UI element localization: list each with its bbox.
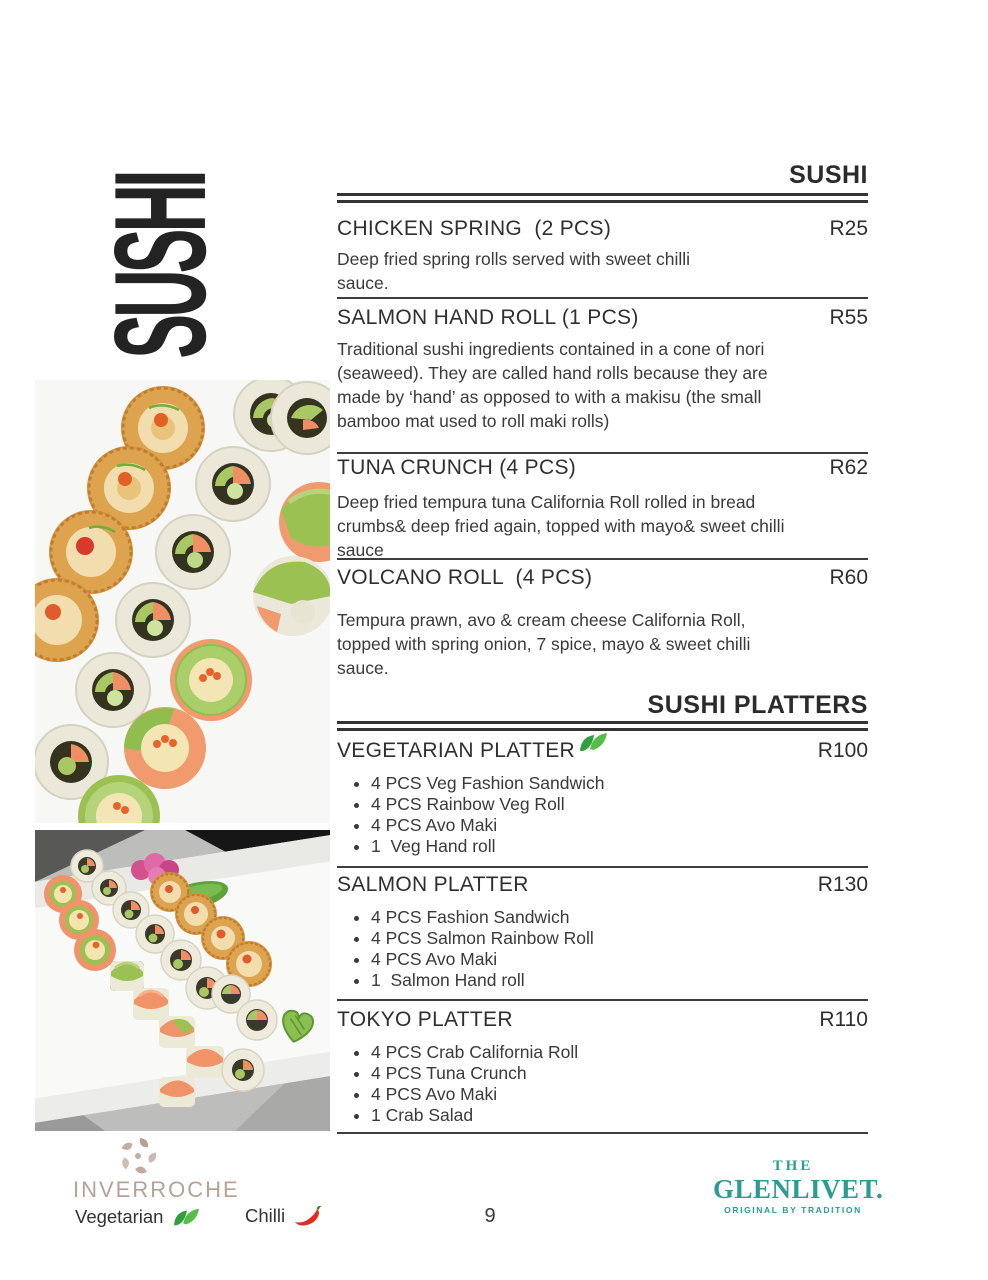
menu-item-tokyo-platter bbox=[337, 1007, 868, 1126]
sushi-photo-top-illustration bbox=[35, 380, 330, 823]
leaf-icon bbox=[577, 729, 609, 755]
item-bullets bbox=[337, 1042, 868, 1126]
item-name: TOKYO PLATTER bbox=[337, 1008, 513, 1031]
bullet-item: • 4 PCS Crab California Roll bbox=[371, 1042, 868, 1063]
glenlivet-logo bbox=[713, 1158, 884, 1215]
chilli-icon bbox=[293, 1205, 323, 1227]
menu-item-salmon-platter bbox=[337, 872, 868, 991]
item-price: R130 bbox=[817, 873, 868, 896]
legend-chilli bbox=[245, 1205, 323, 1227]
bullet-item: • 1 Crab Salad bbox=[371, 1105, 868, 1126]
item-price: R60 bbox=[829, 566, 868, 589]
bullet-item: • 4 PCS Avo Maki bbox=[371, 1084, 868, 1105]
bullet-item: • 4 PCS Rainbow Veg Roll bbox=[371, 794, 868, 815]
item-bullets bbox=[337, 907, 868, 991]
item-divider bbox=[337, 1132, 868, 1134]
item-name: SALMON PLATTER bbox=[337, 873, 529, 896]
item-price: R62 bbox=[829, 456, 868, 479]
sushi-photo-bottom-illustration bbox=[35, 830, 330, 1131]
bullet-item: • 4 PCS Tuna Crunch bbox=[371, 1063, 868, 1084]
bullet-item: • 1 Salmon Hand roll bbox=[371, 970, 868, 991]
glenlivet-tagline: ORIGINAL BY TRADITION bbox=[724, 1205, 862, 1215]
section-title-sushi-platters: SUSHI PLATTERS bbox=[647, 691, 868, 719]
bullet-item: • 4 PCS Avo Maki bbox=[371, 815, 868, 836]
item-name: CHICKEN SPRING (2 PCS) bbox=[337, 217, 612, 240]
item-price: R25 bbox=[829, 217, 868, 240]
glenlivet-the: THE bbox=[772, 1158, 814, 1174]
menu-item-chicken-spring bbox=[337, 216, 868, 295]
menu-item-salmon-hand-roll bbox=[337, 305, 868, 433]
bullet-item: • 4 PCS Salmon Rainbow Roll bbox=[371, 928, 868, 949]
legend-vegetarian-label: Vegetarian bbox=[75, 1206, 164, 1227]
bullet-item: • 1 Veg Hand roll bbox=[371, 836, 868, 857]
item-divider bbox=[337, 866, 868, 868]
legend-chilli-label: Chilli bbox=[245, 1205, 286, 1226]
page-number: 9 bbox=[484, 1205, 496, 1227]
item-divider bbox=[337, 558, 868, 560]
bullet-item: • 4 PCS Veg Fashion Sandwich bbox=[371, 773, 868, 794]
item-description: Traditional sushi ingredients contained in a cone of nori (seaweed). They are called hand rolls because they are made by ‘hand’ as opposed to with a makisu (the small bamboo mat used to roll maki rolls) bbox=[337, 339, 768, 431]
leaf-icon bbox=[171, 1205, 201, 1229]
sushi-photo-bottom bbox=[35, 830, 330, 1131]
side-title: SUSHI bbox=[87, 173, 233, 359]
item-name: VOLCANO ROLL (4 PCS) bbox=[337, 566, 593, 589]
glenlivet-name: GLENLIVET. bbox=[713, 1174, 884, 1204]
item-description: Deep fried spring rolls served with sweet chilli sauce. bbox=[337, 249, 691, 293]
bullet-item: • 4 PCS Avo Maki bbox=[371, 949, 868, 970]
item-bullets bbox=[337, 773, 868, 857]
item-name: TUNA CRUNCH (4 PCS) bbox=[337, 456, 577, 479]
section-divider bbox=[337, 193, 868, 203]
inverroche-logo-wordmark: INVERROCHE bbox=[73, 1177, 240, 1202]
inverroche-logo-mark bbox=[110, 1134, 166, 1178]
item-description: Deep fried tempura tuna California Roll rolled in bread crumbs& deep fried again, topped with mayo& sweet chilli sauce bbox=[337, 492, 785, 560]
sushi-photo-top bbox=[35, 380, 330, 823]
item-description: Tempura prawn, avo & cream cheese California Roll, topped with spring onion, 7 spice, mayo & sweet chilli sauce. bbox=[337, 610, 751, 678]
item-divider bbox=[337, 452, 868, 454]
item-name: VEGETARIAN PLATTER bbox=[337, 739, 575, 762]
section-title-sushi: SUSHI bbox=[789, 161, 868, 189]
item-name: SALMON HAND ROLL (1 PCS) bbox=[337, 306, 639, 329]
menu-item-volcano-roll bbox=[337, 565, 868, 680]
bullet-item: • 4 PCS Fashion Sandwich bbox=[371, 907, 868, 928]
item-divider bbox=[337, 999, 868, 1001]
item-divider bbox=[337, 297, 868, 299]
menu-item-tuna-crunch bbox=[337, 455, 868, 562]
item-price: R100 bbox=[817, 739, 868, 762]
legend-vegetarian bbox=[75, 1205, 201, 1229]
item-price: R110 bbox=[819, 1008, 868, 1031]
menu-item-vegetarian-platter bbox=[337, 738, 868, 857]
item-price: R55 bbox=[829, 306, 868, 329]
